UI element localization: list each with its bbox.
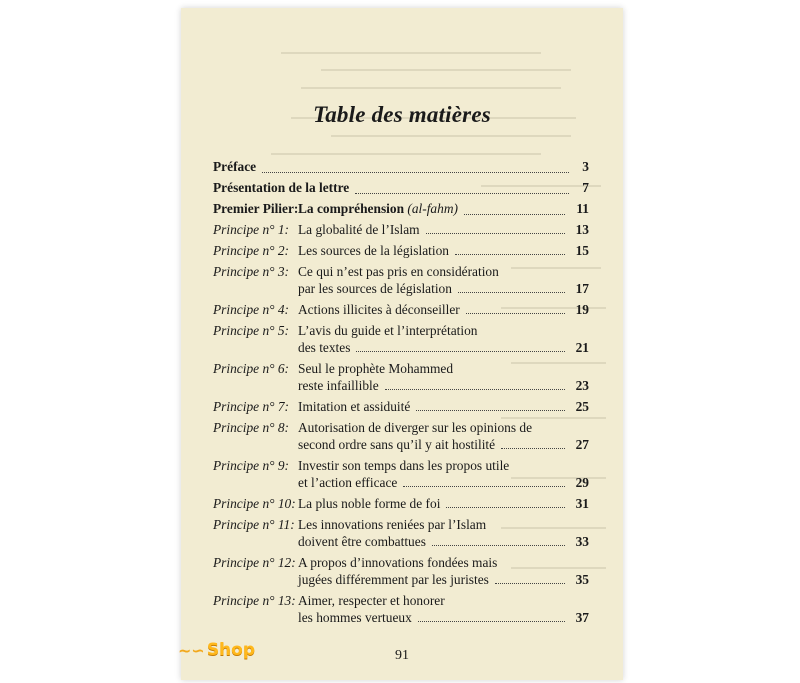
toc-entry-principe-13-cont[interactable] xyxy=(213,609,589,626)
book-page xyxy=(181,8,623,680)
toc-entry-presentation[interactable] xyxy=(213,179,589,198)
principle-text: Investir son temps dans les propos utile xyxy=(298,458,510,473)
dot-leader xyxy=(501,448,565,449)
toc-entry-premier-pilier[interactable] xyxy=(213,200,589,219)
table-of-contents xyxy=(213,158,589,626)
principle-text: les hommes vertueux xyxy=(298,610,412,625)
toc-page-number: 11 xyxy=(576,201,589,216)
toc-entry-principe-4[interactable] xyxy=(213,301,589,318)
principle-text: Aimer, respecter et honorer xyxy=(298,593,445,608)
toc-entry-principe-5-cont[interactable] xyxy=(213,339,589,356)
swirl-icon: ~∽ xyxy=(178,640,205,660)
toc-entry-text xyxy=(298,200,458,217)
principle-label: Principe n° 3: xyxy=(213,264,290,279)
dot-leader xyxy=(355,193,569,194)
shop-logo xyxy=(178,640,255,660)
principle-label: Principe n° 2: xyxy=(213,243,290,258)
dot-leader xyxy=(455,254,565,255)
toc-page-number: 31 xyxy=(575,496,589,511)
toc-entry-principe-9-cont[interactable] xyxy=(213,474,589,491)
principle-text: Imitation et assiduité xyxy=(298,399,411,414)
principle-label: Principe n° 8: xyxy=(213,420,290,435)
dot-leader xyxy=(426,233,565,234)
toc-entry-principe-3-cont[interactable] xyxy=(213,280,589,297)
dot-leader xyxy=(403,486,565,487)
toc-entry-principe-10[interactable] xyxy=(213,495,589,512)
dot-leader xyxy=(458,292,565,293)
principle-text: reste infaillible xyxy=(298,378,379,393)
dot-leader xyxy=(432,545,565,546)
logo-text: Shop xyxy=(206,640,256,660)
principle-text: Autorisation de diverger sur les opinions de xyxy=(298,420,533,435)
principle-label: Principe n° 7: xyxy=(213,399,290,414)
toc-entry-principe-11[interactable] xyxy=(213,516,589,533)
principle-text: second ordre sans qu’il y ait hostilité xyxy=(298,437,496,452)
dot-leader xyxy=(466,313,565,314)
principle-text: L’avis du guide et l’interprétation xyxy=(298,323,478,338)
principle-text: Seul le prophète Mohammed xyxy=(298,361,454,376)
principle-text: Les sources de la législation xyxy=(298,243,449,258)
principle-label: Principe n° 4: xyxy=(213,302,290,317)
toc-entry-preface[interactable] xyxy=(213,158,589,177)
toc-entry-principe-8[interactable] xyxy=(213,419,589,436)
toc-page-number: 21 xyxy=(575,340,589,355)
pilier-arabic-term: (al-fahm) xyxy=(407,201,458,216)
principle-label: Principe n° 9: xyxy=(213,458,290,473)
principle-text: La globalité de l’Islam xyxy=(298,222,420,237)
principle-text: La plus noble forme de foi xyxy=(298,496,441,511)
toc-page-number: 23 xyxy=(575,378,589,393)
principle-label: Principe n° 6: xyxy=(213,361,290,376)
toc-entry-principe-3[interactable] xyxy=(213,263,589,280)
toc-entry-principe-6[interactable] xyxy=(213,360,589,377)
principle-label: Principe n° 12: xyxy=(213,555,296,570)
pilier-title: La compréhension xyxy=(298,201,405,216)
toc-page-number: 17 xyxy=(575,281,589,296)
dot-leader xyxy=(262,172,569,173)
toc-entry-principe-13[interactable] xyxy=(213,592,589,609)
dot-leader xyxy=(495,583,565,584)
principle-text: A propos d’innovations fondées mais xyxy=(298,555,498,570)
principle-text: Ce qui n’est pas pris en considération xyxy=(298,264,499,279)
toc-page-number: 27 xyxy=(575,437,589,452)
toc-page-number: 7 xyxy=(582,180,589,195)
principle-text: jugées différemment par les juristes xyxy=(298,572,489,587)
principle-label: Principe n° 10: xyxy=(213,496,296,511)
toc-entry-principe-9[interactable] xyxy=(213,457,589,474)
toc-entry-label: Présentation de la lettre xyxy=(213,180,350,195)
toc-entry-label: Préface xyxy=(213,159,257,174)
toc-page-number: 35 xyxy=(575,572,589,587)
toc-entry-principe-6-cont[interactable] xyxy=(213,377,589,394)
toc-entry-principe-7[interactable] xyxy=(213,398,589,415)
toc-page-number: 25 xyxy=(575,399,589,414)
principle-text: doivent être combattues xyxy=(298,534,426,549)
dot-leader xyxy=(416,410,565,411)
dot-leader xyxy=(385,389,565,390)
principle-label: Principe n° 13: xyxy=(213,593,296,608)
principle-text: des textes xyxy=(298,340,351,355)
dot-leader xyxy=(446,507,565,508)
principle-text: par les sources de législation xyxy=(298,281,452,296)
dot-leader xyxy=(464,214,565,215)
toc-entry-principe-11-cont[interactable] xyxy=(213,533,589,550)
dot-leader xyxy=(356,351,565,352)
dot-leader xyxy=(418,621,565,622)
toc-page-number: 19 xyxy=(575,302,589,317)
toc-entry-principe-12[interactable] xyxy=(213,554,589,571)
toc-page-number: 15 xyxy=(575,243,589,258)
principle-label: Principe n° 1: xyxy=(213,222,290,237)
toc-entry-principe-2[interactable] xyxy=(213,242,589,259)
toc-entry-principe-8-cont[interactable] xyxy=(213,436,589,453)
principle-label: Principe n° 11: xyxy=(213,517,295,532)
toc-page-number: 13 xyxy=(575,222,589,237)
toc-page-number: 33 xyxy=(575,534,589,549)
principle-text: et l’action efficace xyxy=(298,475,398,490)
principle-label: Principe n° 5: xyxy=(213,323,290,338)
toc-page-number: 3 xyxy=(582,159,589,174)
principle-text: Les innovations reniées par l’Islam xyxy=(298,517,487,532)
page-number: 91 xyxy=(395,648,409,663)
toc-entry-principe-1[interactable] xyxy=(213,221,589,238)
toc-page-number: 29 xyxy=(575,475,589,490)
toc-entry-label: Premier Pilier: xyxy=(213,201,299,216)
page-title: Table des matières xyxy=(313,102,491,127)
principle-text: Actions illicites à déconseiller xyxy=(298,302,460,317)
toc-entry-principe-12-cont[interactable] xyxy=(213,571,589,588)
toc-entry-principe-5[interactable] xyxy=(213,322,589,339)
toc-page-number: 37 xyxy=(575,610,589,625)
